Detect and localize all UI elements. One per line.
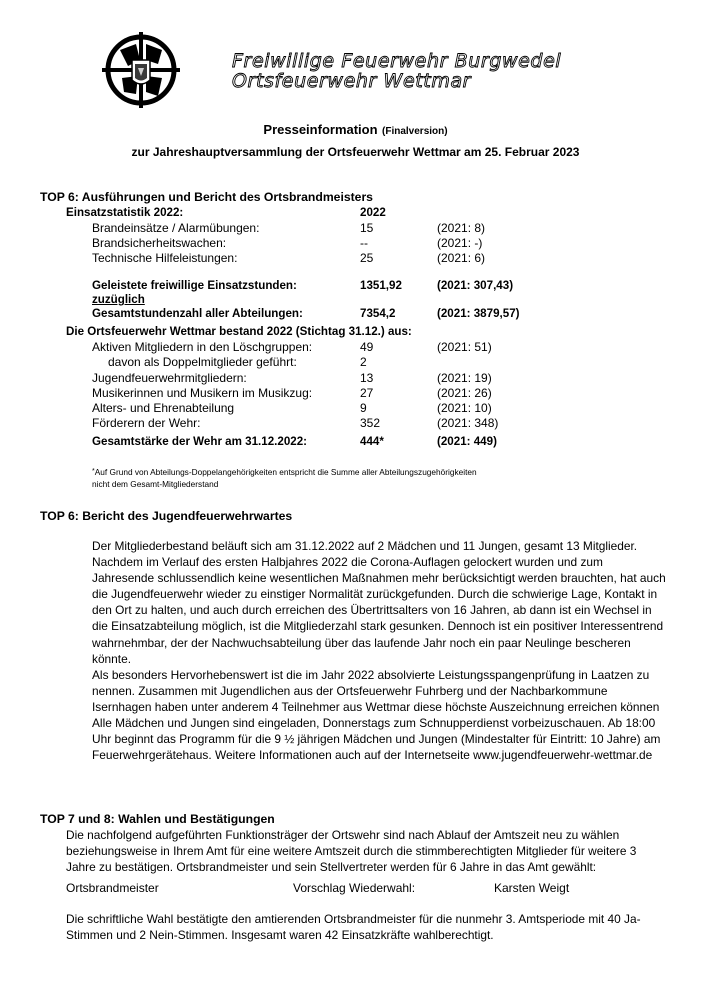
member-row-value: 13 xyxy=(360,371,374,385)
stats-year: 2022 xyxy=(360,206,386,219)
member-row-label: Alters- und Ehrenabteilung xyxy=(92,401,235,415)
member-row-label: Aktiven Mitgliedern in den Löschgruppen: xyxy=(92,340,313,354)
org-name-line1: Freiwillige Feuerwehr Burgwedel xyxy=(232,50,562,72)
page-title xyxy=(0,121,711,139)
elections-intro-text: Die nachfolgend aufgeführten Funktionsträger der Ortswehr sind nach Ablauf der Amtszeit neu zu wählen beziehungsweise in Ihrem Amt für eine weitere Amtszeit durch die stimmberechtigten Mitglieder für weitere 3 Jahre zu bestätigen. Ortsbrandmeister und sein Stellvertreter werden für 6 Jahre in das Amt gewählt: xyxy=(66,828,637,875)
members-heading: Die Ortsfeuerwehr Wettmar bestand 2022 (Stichtag 31.12.) aus: xyxy=(66,325,412,338)
stat-row-prev: (2021: 6) xyxy=(437,251,486,265)
title-version: (Finalversion) xyxy=(382,126,448,137)
footnote-marker: * xyxy=(92,468,95,475)
plus-label: zuzüglich xyxy=(92,293,145,306)
youth-paragraph-award: Als besonders Hervorhebenswert ist die im Jahr 2022 absolvierte Leistungsspangenprüfung in Laatzen zu nennen. Zusammen mit Jugendlichen aus der Ortsfeuerwehr Fuhrberg und der Nachbarkommune Isernhagen haben unter anderem 4 Teilnehmer aus Wettmar diese höchste Auszeichnung erreichen können xyxy=(92,667,660,714)
youth-paragraph-development: Nachdem im Verlauf des ersten Halbjahres 2022 die Corona-Auflagen gelockert wurden und zum Jahresende schlussendlich keine wesentlichen Maßnahmen mehr berücksichtigt werden brauchten, hat auch die Jugendfeuerwehr wieder zu einstiger Normalität zurückgefunden. Durch die schwierige Lage, Kontakt in den Ort zu halten, und auch durch erreichen des Übertrittsalters von 16 Jahren, ab dann ist ein Wechsel in die Einsatzabteilung möglich, ist die Mitgliederzahl stark gesunken. Dennoch ist ein positiver Interessentrend wahrnehmbar, der der Nachwuchsabteilung über das laufende Jahr noch ein paar Neulinge bescheren könnte. xyxy=(92,555,666,666)
stat-row-value: -- xyxy=(360,236,368,250)
org-name-line2: Ortsfeuerwehr Wettmar xyxy=(232,70,472,92)
section-heading-top6: TOP 6: Ausführungen und Bericht des Ortsbrandmeisters xyxy=(40,190,373,204)
stat-row-value: 15 xyxy=(360,221,374,235)
title-main: Presseinformation xyxy=(263,122,378,137)
member-row-label: Musikerinnen und Musikern im Musikzug: xyxy=(92,386,313,400)
strength-label: Gesamtstärke der Wehr am 31.12.2022: xyxy=(92,435,308,448)
stats-label: Einsatzstatistik 2022: xyxy=(66,206,184,219)
member-row-value: 352 xyxy=(360,416,381,430)
total-hours-prev: (2021: 3879,57) xyxy=(437,307,520,320)
member-row-value: 9 xyxy=(360,401,367,415)
fire-brigade-emblem-icon xyxy=(100,30,182,110)
footnote-line2: nicht dem Gesamt-Mitgliederstand xyxy=(92,479,219,489)
member-row-prev: (2021: 26) xyxy=(437,386,492,400)
page-subtitle: zur Jahreshauptversammlung der Ortsfeuerwehr Wettmar am 25. Februar 2023 xyxy=(131,145,580,159)
youth-paragraph-members: Der Mitgliederbestand beläuft sich am 31.12.2022 auf 2 Mädchen und 11 Jungen, gesamt 13 Mitglieder. xyxy=(92,539,638,553)
elections-intro xyxy=(66,827,666,875)
youth-paragraph-invitation: Alle Mädchen und Jungen sind eingeladen, Donnerstags zum Schnupperdienst vorbeizuschauen. Ab 18:00 Uhr beginnt das Programm für die 9 ½ jährigen Mädchen und Jungen (Mindestalter für Eintritt: 10 Jahre) am Feuerwehrgerätehaus. Weitere Informationen auch auf der Internetseite www.jugendfeuerwehr-wettmar.de xyxy=(92,716,661,763)
stat-row-label: Technische Hilfeleistungen: xyxy=(92,251,238,265)
stat-row-prev: (2021: -) xyxy=(437,236,483,250)
election-result-text: Die schriftliche Wahl bestätigte den amtierenden Ortsbrandmeister für die nunmehr 3. Amtsperiode mit 40 Ja-Stimmen und 2 Nein-Stimmen. Insgesamt waren 42 Einsatzkräfte wahlberechtigt. xyxy=(66,912,641,943)
member-row-prev: (2021: 10) xyxy=(437,401,492,415)
member-row-prev: (2021: 348) xyxy=(437,416,499,430)
section-heading-top78: TOP 7 und 8: Wahlen und Bestätigungen xyxy=(40,812,275,826)
stat-row-label: Brandsicherheitswachen: xyxy=(92,236,227,250)
election-proposal: Vorschlag Wiederwahl: xyxy=(293,881,416,895)
youth-report xyxy=(92,538,667,763)
footnote-line1: Auf Grund von Abteilungs-Doppelangehörigkeiten entspricht die Summe aller Abteilungszugehörigkeiten xyxy=(94,467,477,477)
strength-value: 444* xyxy=(360,435,384,448)
section-heading-youth: TOP 6: Bericht des Jugendfeuerwehrwartes xyxy=(40,509,293,523)
hours-prev: (2021: 307,43) xyxy=(437,279,514,292)
member-row-label: Förderern der Wehr: xyxy=(92,416,201,430)
stat-row-prev: (2021: 8) xyxy=(437,221,486,235)
hours-value: 1351,92 xyxy=(360,279,402,292)
total-hours-value: 7354,2 xyxy=(360,307,396,320)
stat-row-label: Brandeinsätze / Alarmübungen: xyxy=(92,221,260,235)
hours-label: Geleistete freiwillige Einsatzstunden: xyxy=(92,279,297,292)
member-row-label: Jugendfeuerwehrmitgliedern: xyxy=(92,371,247,385)
member-row-label: davon als Doppelmitglieder geführt: xyxy=(108,355,297,369)
member-row-value: 2 xyxy=(360,355,367,369)
total-hours-label: Gesamtstundenzahl aller Abteilungen: xyxy=(92,307,303,320)
election-result xyxy=(66,911,666,943)
member-row-prev: (2021: 19) xyxy=(437,371,492,385)
election-role: Ortsbrandmeister xyxy=(66,881,159,895)
strength-prev: (2021: 449) xyxy=(437,435,497,448)
member-row-value: 27 xyxy=(360,386,374,400)
footnote xyxy=(92,466,477,490)
member-row-prev: (2021: 51) xyxy=(437,340,492,354)
stat-row-value: 25 xyxy=(360,251,374,265)
election-person: Karsten Weigt xyxy=(494,881,570,895)
member-row-value: 49 xyxy=(360,340,374,354)
